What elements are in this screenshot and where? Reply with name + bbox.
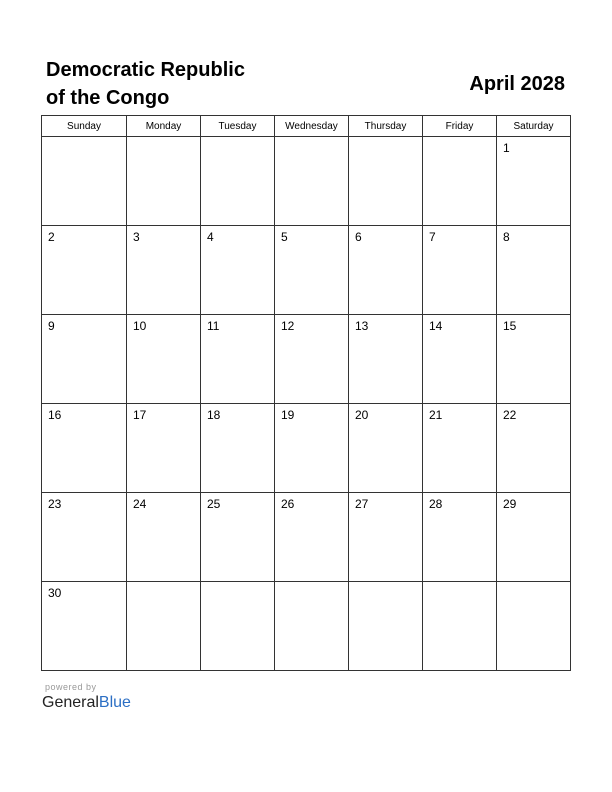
day-number: 23 xyxy=(48,497,62,511)
day-number: 24 xyxy=(133,497,147,511)
day-number xyxy=(201,137,274,141)
day-number: 3 xyxy=(133,230,140,244)
week-row xyxy=(42,315,571,404)
weekday-header: Tuesday xyxy=(201,116,275,137)
week-row xyxy=(42,137,571,226)
day-number: 28 xyxy=(429,497,443,511)
day-cell xyxy=(275,404,349,493)
day-cell xyxy=(127,404,201,493)
calendar-grid xyxy=(41,115,571,671)
day-number: 16 xyxy=(48,408,62,422)
day-number: 20 xyxy=(355,408,369,422)
day-cell xyxy=(127,493,201,582)
day-number: 19 xyxy=(281,408,295,422)
powered-by-text: powered by xyxy=(45,682,97,692)
day-number xyxy=(275,137,348,141)
day-cell xyxy=(423,493,497,582)
day-cell xyxy=(423,582,497,671)
day-cell xyxy=(42,315,127,404)
week-row xyxy=(42,226,571,315)
day-number: 1 xyxy=(503,141,510,155)
brand-logo[interactable] xyxy=(42,694,131,712)
day-number xyxy=(127,582,200,586)
weekday-header: Monday xyxy=(127,116,201,137)
day-number: 11 xyxy=(207,319,220,333)
day-cell xyxy=(275,493,349,582)
country-title-line2: of the Congo xyxy=(46,87,170,109)
day-number: 25 xyxy=(207,497,221,511)
day-cell xyxy=(127,137,201,226)
country-title-line1: Democratic Republic xyxy=(46,59,245,81)
day-number: 4 xyxy=(207,230,214,244)
day-number: 26 xyxy=(281,497,295,511)
day-number: 2 xyxy=(48,230,55,244)
day-cell xyxy=(349,137,423,226)
weekday-header: Wednesday xyxy=(275,116,349,137)
day-number: 21 xyxy=(429,408,443,422)
day-number: 12 xyxy=(281,319,295,333)
day-cell xyxy=(497,137,571,226)
day-cell xyxy=(42,137,127,226)
week-row xyxy=(42,582,571,671)
day-cell xyxy=(349,404,423,493)
day-cell xyxy=(275,315,349,404)
day-number: 6 xyxy=(355,230,362,244)
day-cell xyxy=(497,404,571,493)
day-number xyxy=(497,582,570,586)
day-number xyxy=(275,582,348,586)
day-cell xyxy=(275,582,349,671)
day-cell xyxy=(423,315,497,404)
day-cell xyxy=(201,315,275,404)
day-cell xyxy=(497,226,571,315)
day-cell xyxy=(423,137,497,226)
day-cell xyxy=(349,226,423,315)
day-cell xyxy=(201,582,275,671)
weekday-header-row xyxy=(42,116,571,137)
day-cell xyxy=(275,226,349,315)
day-number xyxy=(127,137,200,141)
day-number: 8 xyxy=(503,230,510,244)
day-number: 13 xyxy=(355,319,369,333)
day-number: 18 xyxy=(207,408,221,422)
day-cell xyxy=(42,226,127,315)
weekday-header: Friday xyxy=(423,116,497,137)
day-number: 14 xyxy=(429,319,443,333)
day-number: 17 xyxy=(133,408,147,422)
day-cell xyxy=(42,582,127,671)
day-cell xyxy=(349,493,423,582)
day-cell xyxy=(275,137,349,226)
weekday-header: Saturday xyxy=(497,116,571,137)
day-cell xyxy=(349,582,423,671)
day-number: 10 xyxy=(133,319,147,333)
day-number xyxy=(349,137,422,141)
day-number xyxy=(423,137,496,141)
brand-part-general: General xyxy=(42,694,99,711)
day-number xyxy=(349,582,422,586)
day-number: 29 xyxy=(503,497,517,511)
day-number xyxy=(42,137,126,141)
day-number: 9 xyxy=(48,319,55,333)
day-number xyxy=(201,582,274,586)
day-number: 27 xyxy=(355,497,369,511)
day-cell xyxy=(42,493,127,582)
day-number: 15 xyxy=(503,319,517,333)
day-cell xyxy=(127,315,201,404)
day-cell xyxy=(497,493,571,582)
day-number: 7 xyxy=(429,230,436,244)
day-cell xyxy=(497,582,571,671)
day-cell xyxy=(201,226,275,315)
day-cell xyxy=(349,315,423,404)
day-number: 30 xyxy=(48,586,62,600)
day-cell xyxy=(42,404,127,493)
day-number: 22 xyxy=(503,408,517,422)
day-cell xyxy=(201,137,275,226)
month-title: April 2028 xyxy=(469,73,565,95)
country-title xyxy=(46,56,306,112)
day-number xyxy=(423,582,496,586)
day-cell xyxy=(201,493,275,582)
day-cell xyxy=(423,226,497,315)
weekday-header: Sunday xyxy=(42,116,127,137)
day-cell xyxy=(497,315,571,404)
day-cell xyxy=(127,582,201,671)
day-cell xyxy=(201,404,275,493)
week-row xyxy=(42,404,571,493)
brand-part-blue: Blue xyxy=(98,694,131,711)
day-number: 5 xyxy=(281,230,288,244)
day-cell xyxy=(423,404,497,493)
weekday-header: Thursday xyxy=(349,116,423,137)
day-cell xyxy=(127,226,201,315)
week-row xyxy=(42,493,571,582)
